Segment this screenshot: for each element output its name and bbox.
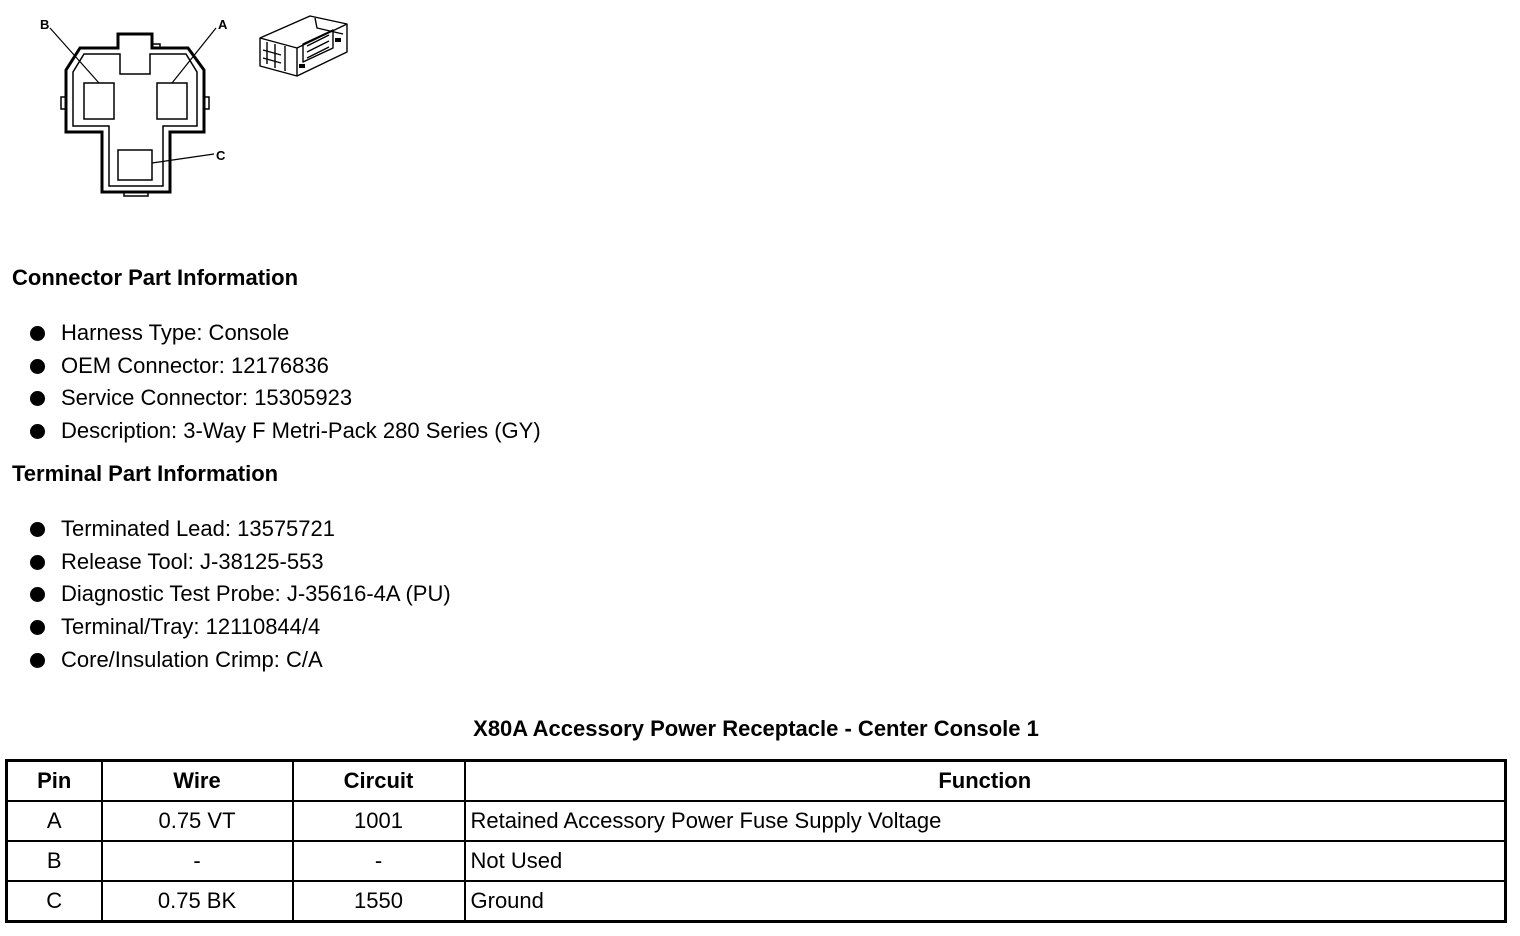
connector-part-info-list — [28, 317, 541, 448]
wire-cell: 0.75 VT — [102, 801, 293, 841]
list-item — [28, 546, 451, 579]
pinout-table-title: X80A Accessory Power Receptacle - Center Console 1 — [473, 716, 1039, 741]
list-item-text: Diagnostic Test Probe: J-35616-4A (PU) — [61, 581, 451, 607]
column-header-wire: Wire — [102, 761, 293, 802]
list-item — [28, 578, 451, 611]
list-item — [28, 415, 541, 448]
pin-label-b: B — [40, 17, 50, 32]
list-item — [28, 382, 541, 415]
list-item — [28, 317, 541, 350]
bullet-icon — [30, 391, 45, 406]
list-item-text: Description: 3-Way F Metri-Pack 280 Series (GY) — [61, 418, 541, 444]
table-row — [7, 881, 1506, 922]
connector-part-info-heading: Connector Part Information — [12, 265, 299, 290]
pin-cell: B — [7, 841, 102, 881]
list-item-text: OEM Connector: 12176836 — [61, 352, 329, 378]
list-item — [28, 644, 451, 677]
pin-cell: C — [7, 881, 102, 922]
column-header-circuit: Circuit — [293, 761, 465, 802]
bullet-icon — [30, 587, 45, 602]
list-item-text: Terminated Lead: 13575721 — [61, 516, 335, 541]
bullet-icon — [30, 522, 45, 537]
pin-cell: A — [7, 801, 102, 841]
bullet-icon — [30, 424, 45, 439]
list-item — [28, 350, 541, 383]
bullet-icon — [30, 620, 45, 635]
column-header-function: Function — [465, 761, 1506, 802]
function-cell: Retained Accessory Power Fuse Supply Voltage — [465, 801, 1506, 841]
wire-cell: 0.75 BK — [102, 881, 293, 922]
bullet-icon — [30, 326, 45, 341]
terminal-part-info-heading: Terminal Part Information — [12, 461, 279, 486]
list-item-text: Harness Type: Console — [61, 320, 290, 345]
function-cell: Ground — [465, 881, 1506, 922]
pinout-table — [5, 759, 1507, 923]
connector-face-diagram — [0, 0, 250, 210]
wire-cell: - — [102, 841, 293, 881]
connector-3d-illustration — [255, 8, 355, 88]
pin-label-a: A — [218, 17, 228, 32]
list-item-text: Core/Insulation Crimp: C/A — [61, 646, 323, 672]
list-item-text: Terminal/Tray: 12110844/4 — [61, 614, 321, 640]
list-item-text: Service Connector: 15305923 — [61, 385, 353, 411]
circuit-cell: 1001 — [293, 801, 465, 841]
bullet-icon — [30, 653, 45, 668]
pin-label-c: C — [216, 148, 226, 163]
terminal-part-info-list — [28, 513, 451, 676]
table-row — [7, 841, 1506, 881]
bullet-icon — [30, 555, 45, 570]
list-item — [28, 611, 451, 644]
function-cell: Not Used — [465, 841, 1506, 881]
circuit-cell: 1550 — [293, 881, 465, 922]
table-header-row — [7, 761, 1506, 802]
bullet-icon — [30, 359, 45, 374]
list-item-text: Release Tool: J-38125-553 — [61, 548, 324, 574]
column-header-pin: Pin — [7, 761, 102, 802]
circuit-cell: - — [293, 841, 465, 881]
list-item — [28, 513, 451, 546]
table-row — [7, 801, 1506, 841]
